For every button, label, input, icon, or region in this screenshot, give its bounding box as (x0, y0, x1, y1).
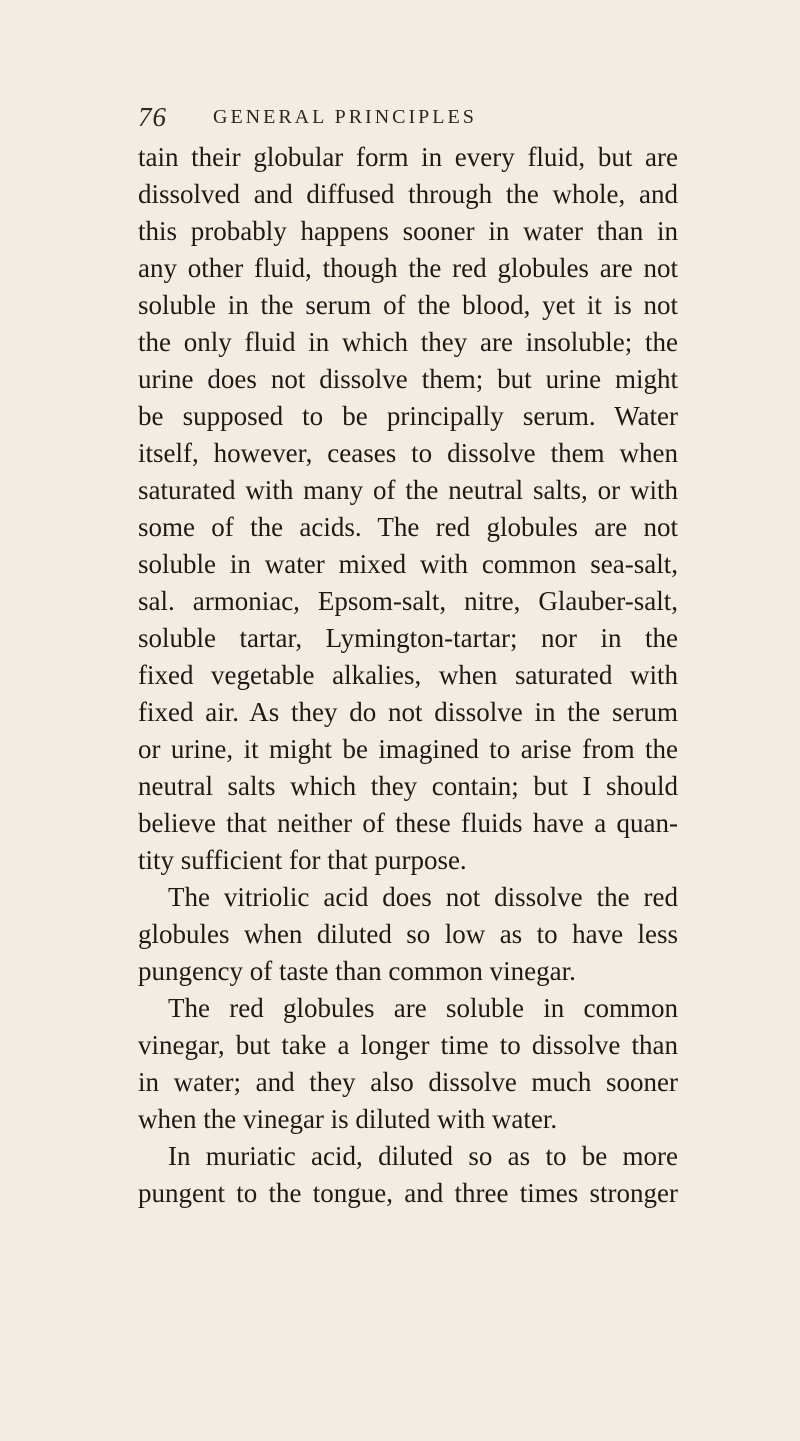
text-line: soluble in water mixed with common sea-salt, (138, 549, 678, 579)
text-line: fixed vegetable alkalies, when saturated with (138, 660, 678, 690)
text-line: itself, however, ceases to dissolve them when (138, 438, 678, 468)
text-line: urine does not dissolve them; but urine might (138, 364, 678, 394)
text-line: fixed air. As they do not dissolve in the serum (138, 697, 678, 727)
text-line: globules when diluted so low as to have less (138, 919, 678, 949)
text-line: soluble tartar, Lymington-tartar; nor in the (138, 623, 678, 653)
text-line: pungent to the tongue, and three times stronger (138, 1178, 678, 1208)
text-line: believe that neither of these fluids have a quan- (138, 808, 678, 838)
text-line: soluble in the serum of the blood, yet it is not (138, 290, 678, 320)
text-line: or urine, it might be imagined to arise from the (138, 734, 678, 764)
text-line: pungency of taste than common vinegar. (138, 956, 576, 986)
page-number: 76 (138, 101, 167, 132)
text-line: tity sufficient for that purpose. (138, 845, 467, 875)
text-line: in water; and they also dissolve much sooner (138, 1067, 678, 1097)
page-header (138, 99, 658, 135)
text-line: be supposed to be principally serum. Water (138, 401, 678, 431)
text-line: any other fluid, though the red globules are not (138, 253, 678, 283)
text-line: the only fluid in which they are insoluble; the (138, 327, 678, 357)
text-line: some of the acids. The red globules are not (138, 512, 678, 542)
text-line: tain their globular form in every fluid, but are (138, 142, 678, 172)
body-text (138, 139, 678, 1212)
text-line: The red globules are soluble in common (168, 993, 678, 1023)
text-line: sal. armoniac, Epsom-salt, nitre, Glauber-salt, (138, 586, 678, 616)
text-line: The vitriolic acid does not dissolve the red (168, 882, 678, 912)
text-line: neutral salts which they contain; but I should (138, 771, 678, 801)
text-line: dissolved and diffused through the whole, and (138, 179, 678, 209)
running-head: GENERAL PRINCIPLES (213, 105, 477, 128)
text-line: vinegar, but take a longer time to dissolve than (138, 1030, 678, 1060)
text-line: saturated with many of the neutral salts, or with (138, 475, 678, 505)
text-line: In muriatic acid, diluted so as to be more (168, 1141, 678, 1171)
text-line: this probably happens sooner in water than in (138, 216, 678, 246)
text-line: when the vinegar is diluted with water. (138, 1104, 558, 1134)
